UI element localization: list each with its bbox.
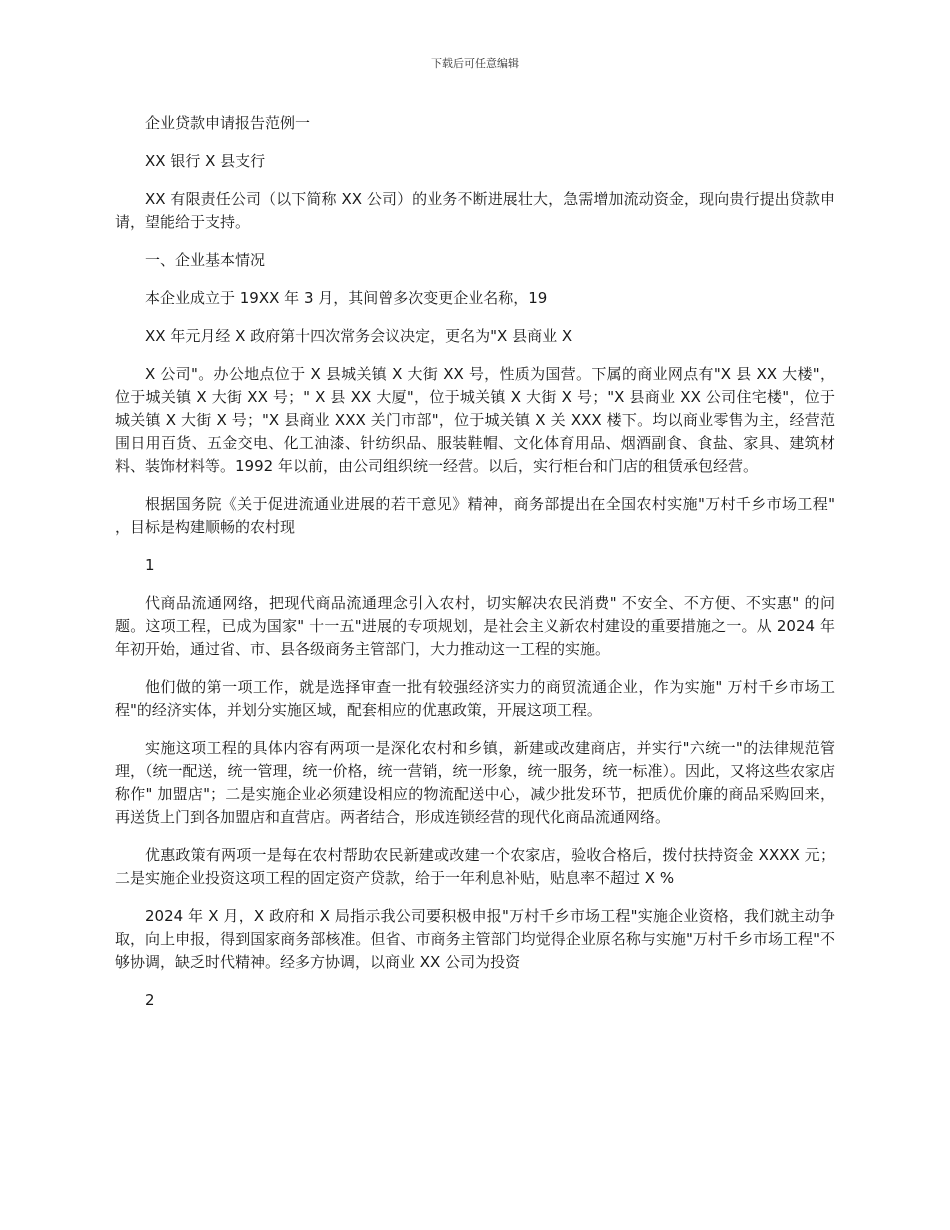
- document-body: [115, 112, 835, 1027]
- addressee: XX 银行 X 县支行: [145, 152, 266, 170]
- page-number: 2: [145, 991, 155, 1009]
- paragraph: 2024 年 X 月，X 政府和 X 局指示我公司要积极申报"万村千乡市场工程"实施企业资格，我们就主动争取，向上申报，得到国家商务部核准。但省、市商务主管部门均觉得企业原名称与实施"万村千乡市场工程"不够协调，缺乏时代精神。经多方协调，以商业 XX 公司为投资: [115, 907, 835, 971]
- paragraph: 他们做的第一项工作，就是选择审查一批有较强经济实力的商贸流通企业，作为实施" 万村千乡市场工程"的经济实体，并划分实施区域，配套相应的优惠政策，开展这项工程。: [115, 678, 835, 719]
- paragraph: 根据国务院《关于促进流通业进展的若干意见》精神，商务部提出在全国农村实施"万村千乡市场工程" ，目标是构建顺畅的农村现: [115, 495, 835, 536]
- paragraph: 代商品流通网络，把现代商品流通理念引入农村，切实解决农民消费" 不安全、不方便、不实惠" 的问题。这项工程，已成为国家" 十一五"进展的专项规划，是社会主义新农村建设的重要措施之一。从 2024 年年初开始，通过省、市、县各级商务主管部门，大力推动这一工程的实施。: [115, 594, 835, 658]
- page-header: 下载后可任意编辑: [431, 57, 519, 70]
- page-number: 1: [145, 556, 155, 574]
- paragraph: X 公司"。办公地点位于 X 县城关镇 X 大街 XX 号，性质为国营。下属的商业网点有"X 县 XX 大楼"，位于城关镇 X 大街 XX 号；" X 县 XX 大厦"，位于城关镇 X 大街 X 号；"X 县商业 XX 公司住宅楼"，位于城关镇 X 大街 X 号；"X 县商业 XXX 关门市部"，位于城关镇 X 关 XXX 楼下。均以商业零售为主，经营范围日用百货、五金交电、化工油漆、针纺织品、服装鞋帽、文化体育用品、烟酒副食、食盐、家具、建筑材料、装饰材料等。1992 年以前，由公司组织统一经营。以后，实行柜台和门店的租赁承包经营。: [115, 365, 835, 475]
- paragraph: 本企业成立于 19XX 年 3 月，其间曾多次变更企业名称，19: [145, 289, 548, 307]
- paragraph: 优惠政策有两项一是每在农村帮助农民新建或改建一个农家店，验收合格后，拨付扶持资金 XXXX 元；二是实施企业投资这项工程的固定资产贷款，给于一年利息补贴，贴息率不超过 X %: [115, 846, 835, 887]
- document-title: 企业贷款申请报告范例一: [145, 114, 311, 132]
- paragraph: XX 年元月经 X 政府第十四次常务会议决定，更名为"X 县商业 X: [145, 327, 573, 345]
- paragraph: XX 有限责任公司（以下简称 XX 公司）的业务不断进展壮大，急需增加流动资金，现向贵行提出贷款申请，望能给于支持。: [115, 190, 835, 231]
- paragraph: 实施这项工程的具体内容有两项一是深化农村和乡镇，新建或改建商店，并实行"六统一"的法律规范管理，（统一配送，统一管理，统一价格，统一营销，统一形象，统一服务，统一标准）。因此，又将这些农家店称作" 加盟店"；二是实施企业必须建设相应的物流配送中心，减少批发环节，把质优价廉的商品采购回来，再送货上门到各加盟店和直营店。两者结合，形成连锁经营的现代化商品流通网络。: [115, 739, 836, 826]
- section-heading: 一、企业基本情况: [145, 251, 266, 269]
